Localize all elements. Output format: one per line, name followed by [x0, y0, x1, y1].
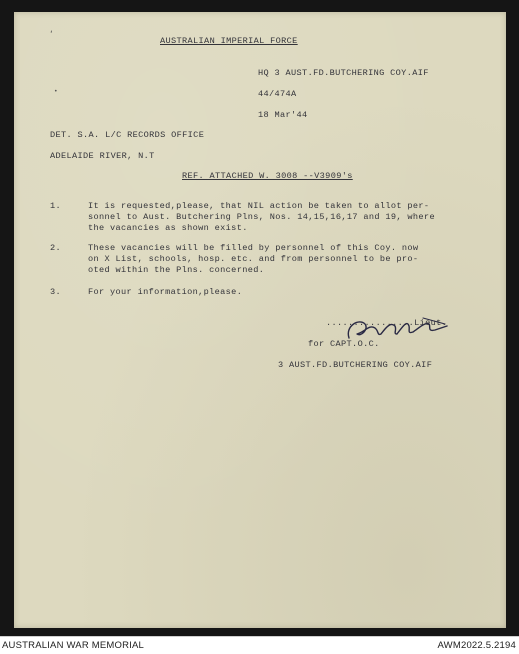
paragraph-line: oted within the Plns. concerned.: [88, 265, 265, 275]
archive-footer: [0, 636, 519, 654]
paragraph-line: It is requested,please, that NIL action be taken to allot per-: [88, 201, 430, 211]
footer-institution: AUSTRALIAN WAR MEMORIAL: [2, 640, 145, 651]
paragraph-number: 3.: [50, 287, 62, 297]
paragraph-number: 1.: [50, 201, 62, 211]
letter-date: 18 Mar'44: [258, 110, 308, 120]
signature-for: for CAPT.O.C.: [308, 339, 380, 349]
paper-mark: •: [54, 88, 58, 95]
sender-unit: HQ 3 AUST.FD.BUTCHERING COY.AIF: [258, 68, 429, 78]
signature-unit: 3 AUST.FD.BUTCHERING COY.AIF: [278, 360, 433, 370]
recipient-office: DET. S.A. L/C RECORDS OFFICE: [50, 130, 205, 140]
signature-line: ................Lieut.: [326, 318, 448, 328]
paragraph-line: These vacancies will be filled by personnel of this Coy. now: [88, 243, 419, 253]
subject-reference: REF. ATTACHED W. 3008 --V3909's: [182, 171, 353, 181]
recipient-location: ADELAIDE RIVER, N.T: [50, 151, 155, 161]
paragraph-line: the vacancies as shown exist.: [88, 223, 248, 233]
paragraph-number: 2.: [50, 243, 62, 253]
paragraph-line: sonnel to Aust. Butchering Plns, Nos. 14,15,16,17 and 19, where: [88, 212, 435, 222]
paper-mark: ‘: [50, 30, 53, 40]
letter-heading: AUSTRALIAN IMPERIAL FORCE: [160, 36, 298, 46]
document-page: [14, 12, 506, 628]
reference-number: 44/474A: [258, 89, 297, 99]
footer-accession-number: AWM2022.5.2194: [437, 640, 516, 651]
paragraph-line: For your information,please.: [88, 287, 243, 297]
paragraph-line: on X List, schools, hosp. etc. and from personnel to be pro-: [88, 254, 419, 264]
